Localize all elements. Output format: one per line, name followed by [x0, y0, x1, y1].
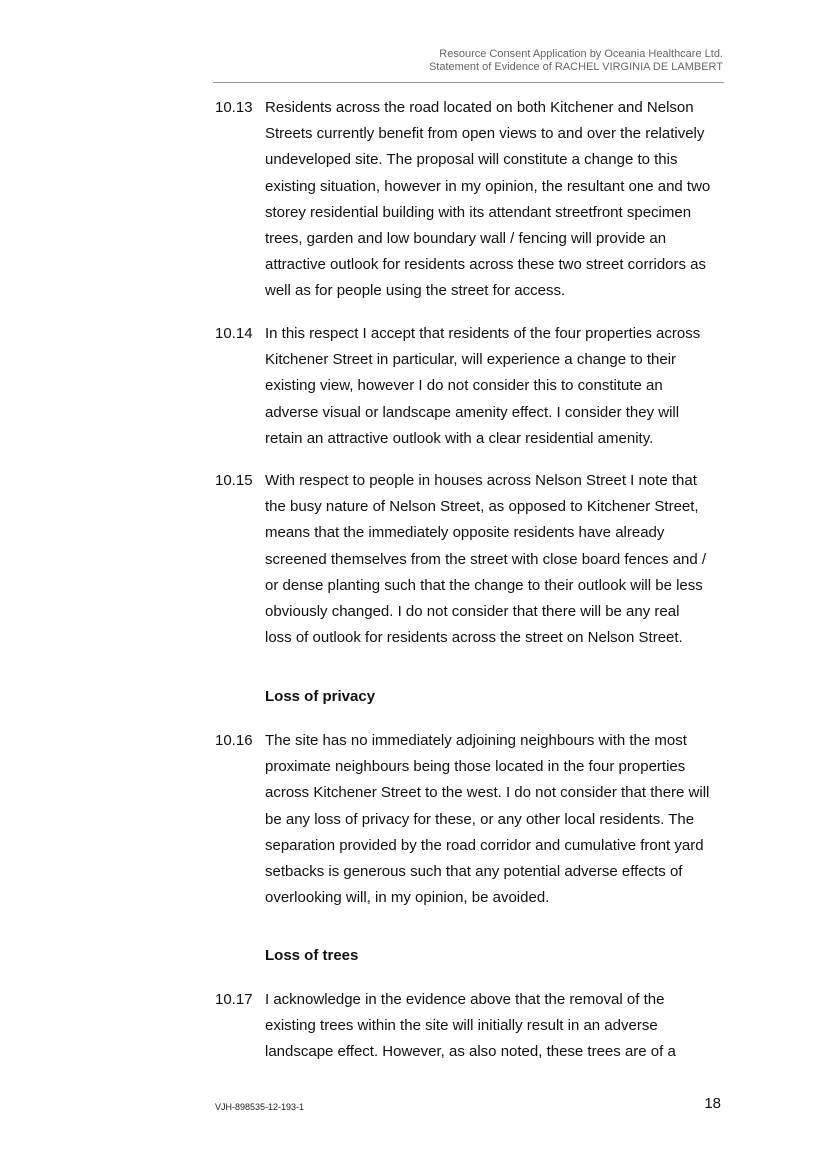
text-line: loss of outlook for residents across the street on Nelson Street.: [265, 629, 683, 647]
text-line: trees, garden and low boundary wall / fencing will provide an: [265, 230, 667, 248]
header-rule: [213, 82, 724, 83]
text-line: retain an attractive outlook with a clear residential amenity.: [265, 429, 654, 447]
paragraph-text: [265, 321, 725, 452]
paragraph-number: 10.17: [215, 991, 253, 1008]
text-line: I acknowledge in the evidence above that the removal of the: [265, 991, 665, 1008]
section-heading-privacy: Loss of privacy: [265, 688, 376, 705]
text-line: adverse visual or landscape amenity effect. I consider they will: [265, 403, 680, 421]
header-line-1: Resource Consent Application by Oceania Healthcare Ltd.: [439, 48, 723, 60]
paragraph-number: 10.13: [215, 99, 253, 116]
paragraph-text: [265, 728, 725, 911]
page-header: [213, 48, 723, 74]
text-line: well as for people using the street for access.: [265, 282, 566, 300]
text-line: separation provided by the road corridor and cumulative front yard: [265, 836, 704, 854]
text-line: existing trees within the site will initially result in an adverse: [265, 1017, 658, 1035]
paragraph-number: 10.16: [215, 732, 253, 749]
text-line: Residents across the road located on both Kitchener and Nelson: [265, 99, 694, 116]
text-line: landscape effect. However, as also noted, these trees are of a: [265, 1043, 676, 1061]
paragraph-text: [265, 468, 725, 651]
text-line: Kitchener Street in particular, will experience a change to their: [265, 351, 677, 369]
text-line: undeveloped site. The proposal will constitute a change to this: [265, 151, 678, 169]
text-line: The site has no immediately adjoining neighbours with the most: [265, 732, 687, 749]
text-line: Streets currently benefit from open views to and over the relatively: [265, 125, 705, 143]
text-line: proximate neighbours being those located in the four properties: [265, 758, 686, 776]
text-line: means that the immediately opposite residents have already: [265, 524, 665, 542]
text-line: or dense planting such that the change to their outlook will be less: [265, 576, 703, 594]
text-line: across Kitchener Street to the west. I do not consider that there will: [265, 784, 710, 802]
paragraph-number: 10.15: [215, 472, 253, 489]
text-line: setbacks is generous such that any potential adverse effects of: [265, 863, 683, 881]
text-line: the busy nature of Nelson Street, as opposed to Kitchener Street,: [265, 498, 699, 516]
text-line: obviously changed. I do not consider that there will be any real: [265, 603, 680, 621]
text-line: attractive outlook for residents across these two street corridors as: [265, 256, 707, 274]
footer-document-code: VJH-898535-12-193-1: [215, 1102, 305, 1112]
text-line: be any loss of privacy for these, or any other local residents. The: [265, 810, 695, 828]
text-line: screened themselves from the street with close board fences and /: [265, 550, 707, 568]
paragraph-text: [265, 987, 725, 1066]
text-line: In this respect I accept that residents of the four properties across: [265, 325, 701, 342]
paragraph-text: [265, 95, 725, 305]
paragraph-number: 10.14: [215, 325, 253, 342]
header-line-2: Statement of Evidence of RACHEL VIRGINIA DE LAMBERT: [428, 61, 723, 73]
text-line: storey residential building with its attendant streetfront specimen: [265, 203, 692, 221]
page-number: 18: [704, 1095, 721, 1112]
text-line: existing view, however I do not consider this to constitute an: [265, 377, 663, 395]
text-line: existing situation, however in my opinion, the resultant one and two: [265, 177, 711, 195]
text-line: With respect to people in houses across Nelson Street I note that: [265, 472, 697, 489]
section-heading-trees: Loss of trees: [265, 947, 359, 964]
text-line: overlooking will, in my opinion, be avoided.: [265, 889, 550, 907]
